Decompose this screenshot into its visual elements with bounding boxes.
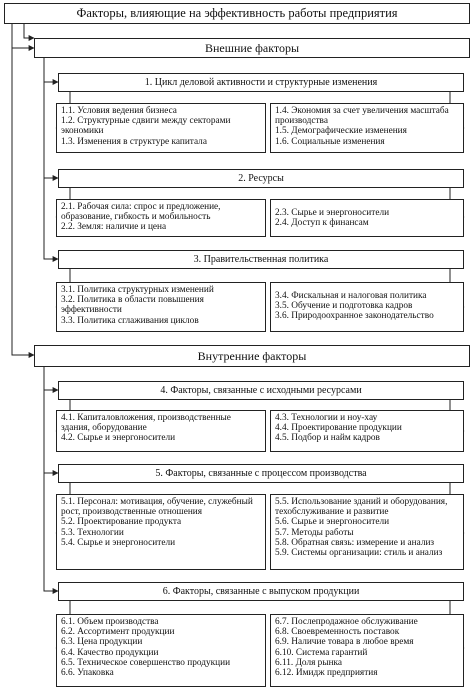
list-item: 5.7. Методы работы [275, 527, 354, 538]
internal-factors-header: Внутренние факторы [34, 345, 470, 367]
list-item: 3.4. Фискальная и налоговая политика [275, 291, 427, 301]
group-4-header: 4. Факторы, связанные с исходными ресурсами [58, 381, 464, 400]
list-item: 1.3. Изменения в структуре капитала [61, 136, 207, 147]
list-item: 6.1. Объем производства [61, 617, 159, 627]
list-item: 2.4. Доступ к финансам [275, 218, 369, 229]
list-item: 3.1. Политика структурных изменений [61, 285, 214, 295]
list-item: 1.4. Экономия за счет увеличения масштаба производства [275, 106, 449, 127]
list-item: 4.5. Подбор и найм кадров [275, 433, 380, 444]
list-item: 2.1. Рабочая сила: спрос и предложение, образование, гибкость и мобильность [61, 202, 221, 223]
group-6-left-list [56, 614, 266, 687]
list-item: 6.4. Качество продукции [61, 647, 159, 658]
list-item: 1.6. Социальные изменения [275, 136, 385, 147]
list-item: 6.9. Наличие товара в любое время [275, 637, 414, 648]
list-item: 4.3. Технологии и ноу-хау [275, 413, 378, 423]
list-item: 6.2. Ассортимент продукции [61, 627, 175, 638]
group-3-right-list [270, 282, 464, 332]
group-2-left-list [56, 199, 266, 237]
group-6-header: 6. Факторы, связанные с выпуском продукции [58, 582, 464, 601]
group-5-left-list [56, 494, 266, 570]
list-item: 6.6. Упаковка [61, 668, 114, 679]
group-1-right-list [270, 103, 464, 153]
list-item: 4.2. Сырье и энергоносители [61, 433, 176, 444]
list-item: 1.1. Условия ведения бизнеса [61, 106, 177, 116]
list-item: 5.1. Персонал: мотивация, обучение, служебный рост, производственные отношения [61, 497, 253, 518]
group-4-left-list [56, 410, 266, 452]
list-item: 6.12. Имидж предприятия [275, 668, 378, 679]
list-item: 6.8. Своевременность поставок [275, 627, 400, 638]
list-item: 5.9. Системы организации: стиль и анализ [275, 548, 443, 559]
list-item: 4.4. Проектирование продукции [275, 423, 402, 434]
list-item: 5.2. Проектирование продукта [61, 517, 182, 528]
group-2-header: 2. Ресурсы [58, 169, 464, 188]
list-item: 1.5. Демографические изменения [275, 126, 407, 137]
list-item: 2.2. Земля: наличие и цена [61, 222, 167, 233]
group-1-header: 1. Цикл деловой активности и структурные изменения [58, 73, 464, 92]
list-item: 6.11. Доля рынка [275, 657, 343, 668]
list-item: 3.2. Политика в области повышения эффективности [61, 295, 204, 316]
list-item: 3.5. Обучение и подготовка кадров [275, 301, 413, 312]
group-5-right-list [270, 494, 464, 570]
group-3-header: 3. Правительственная политика [58, 250, 464, 269]
list-item: 2.3. Сырье и энергоносители [275, 208, 390, 218]
list-item: 5.8. Обратная связь: измерение и анализ [275, 537, 435, 548]
group-6-right-list [270, 614, 464, 687]
list-item: 3.3. Политика сглаживания циклов [61, 315, 199, 326]
list-item: 6.7. Послепродажное обслуживание [275, 617, 418, 627]
list-item: 6.5. Техническое совершенство продукции [61, 657, 231, 668]
group-3-left-list [56, 282, 266, 332]
list-item: 6.3. Цена продукции [61, 637, 143, 648]
group-4-right-list [270, 410, 464, 452]
list-item: 5.4. Сырье и энергоносители [61, 537, 176, 548]
group-5-header: 5. Факторы, связанные с процессом производства [58, 464, 464, 483]
list-item: 5.3. Технологии [61, 527, 124, 538]
list-item: 4.1. Капиталовложения, производственные здания, оборудование [61, 413, 231, 434]
external-factors-header: Внешние факторы [34, 38, 470, 58]
group-1-left-list [56, 103, 266, 153]
list-item: 5.6. Сырье и энергоносители [275, 517, 390, 528]
diagram-title: Факторы, влияющие на эффективность работы предприятия [4, 3, 470, 24]
group-2-right-list [270, 199, 464, 237]
list-item: 1.2. Структурные сдвиги между секторами экономики [61, 116, 231, 137]
list-item: 3.6. Природоохранное законодательство [275, 311, 434, 322]
list-item: 6.10. Система гарантий [275, 647, 368, 658]
list-item: 5.5. Использование зданий и оборудования, техобслуживание и развитие [275, 497, 448, 518]
